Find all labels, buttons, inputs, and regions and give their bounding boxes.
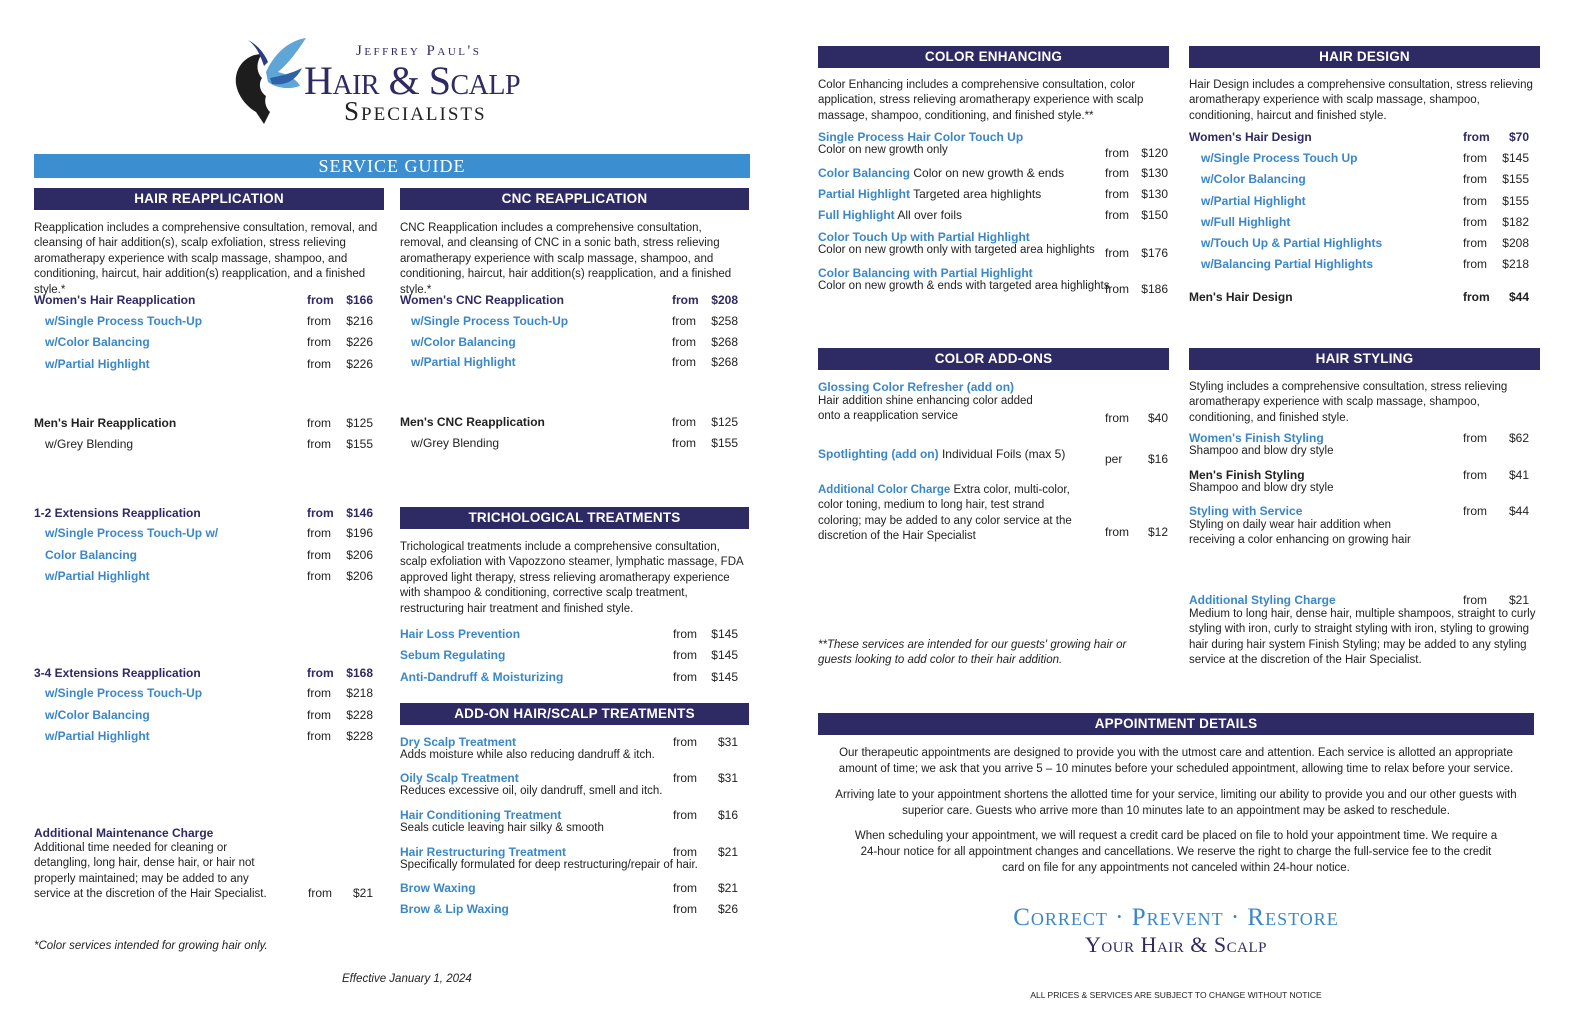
logo-sub-text: Specialists — [344, 96, 487, 126]
service-name: w/Color Balancing — [1201, 172, 1306, 186]
service-name: Oily Scalp Treatment — [400, 771, 519, 785]
hair-styling-desc: Styling includes a comprehensive consultation, stress relieving aromatherapy experience with scalp massage, shampoo, conditioning, and finished style. — [1189, 381, 1508, 424]
price-from-label: from — [1463, 172, 1487, 186]
price-value: $130 — [1141, 187, 1168, 201]
price-from-label: from — [673, 881, 697, 895]
service-row-option — [1189, 255, 1534, 273]
color-addons-header: COLOR ADD-ONS — [818, 348, 1169, 370]
service-name: Color Touch Up with Partial Highlight — [818, 230, 1030, 244]
maintenance-desc: Additional time needed for cleaning or detangling, long hair, dense hair, or hair not properly maintained; may be added to any service at the discretion of the Hair Specialist. — [34, 842, 267, 901]
price-value: $196 — [346, 526, 373, 540]
price-from-label: from — [1463, 215, 1487, 229]
service-row — [400, 900, 740, 918]
price-from-label: from — [1463, 130, 1490, 144]
price-from-label: from — [307, 314, 331, 328]
service-row — [818, 164, 1168, 182]
price-value: $21 — [717, 845, 738, 859]
price-from-label: from — [673, 648, 697, 662]
service-name: w/Partial Highlight — [45, 729, 150, 743]
service-name: Women's CNC Reapplication — [400, 293, 564, 307]
price-value: $155 — [711, 436, 738, 450]
service-row-option — [1189, 213, 1534, 231]
price-from-label: from — [1105, 146, 1129, 160]
price-from-label: from — [1105, 411, 1129, 425]
service-detail: Individual Foils (max 5) — [938, 447, 1066, 461]
service-name: Men's Hair Design — [1189, 290, 1293, 304]
price-value: $44 — [1508, 290, 1529, 304]
service-name: Single Process Hair Color Touch Up — [818, 130, 1024, 144]
price-from-label: from — [307, 416, 331, 430]
service-name: Partial Highlight — [818, 187, 911, 201]
price-value: $120 — [1141, 146, 1168, 160]
service-name: Women's Finish Styling — [1189, 431, 1324, 445]
hair-reapplication-desc: Reapplication includes a comprehensive consultation, removal, and cleansing of hair addition(s), scalp exfoliation, stress relieving aromatherapy experience with scalp massage, shampoo, and conditioning, haircut, hair addition(s) reapplication, and a finished style.* — [34, 222, 378, 296]
price-value: $150 — [1141, 208, 1168, 222]
price-value: $176 — [1141, 246, 1168, 260]
tagline-line2: Your Hair & Scalp — [1085, 932, 1267, 957]
color-footnote: *Color services intended for growing hair only. — [34, 940, 268, 952]
service-subtext: Shampoo and blow dry style — [1189, 482, 1334, 494]
service-row-main — [34, 414, 379, 432]
price-from-label: from — [307, 686, 331, 700]
price-value: $31 — [717, 735, 738, 749]
price-value: $145 — [711, 627, 738, 641]
price-value: $62 — [1508, 431, 1529, 445]
price-value: $182 — [1502, 215, 1529, 229]
service-row-option — [1189, 149, 1534, 167]
service-subtext: Color on new growth & ends with targeted area highlights — [818, 280, 1110, 292]
price-value: $168 — [346, 666, 373, 680]
service-row-option — [34, 333, 379, 351]
service-row-main — [34, 664, 379, 682]
maintenance-from: from — [308, 886, 332, 900]
service-row — [400, 625, 740, 643]
price-value: $206 — [346, 569, 373, 583]
service-row-main — [1189, 288, 1534, 306]
service-row-option — [34, 567, 379, 585]
service-subtext: Specifically formulated for deep restructuring/repair of hair. — [400, 859, 698, 871]
price-from-label: from — [307, 437, 331, 451]
price-from-label: from — [307, 293, 334, 307]
service-name: Anti-Dandruff & Moisturizing — [400, 670, 564, 684]
service-name: w/Color Balancing — [45, 335, 150, 349]
effective-date: Effective January 1, 2024 — [342, 973, 472, 985]
price-from-label: from — [307, 335, 331, 349]
price-from-label: from — [673, 670, 697, 684]
service-subtext: Adds moisture while also reducing dandruff & itch. — [400, 749, 655, 761]
price-from-label: from — [307, 548, 331, 562]
price-value: $21 — [717, 881, 738, 895]
price-from-label: from — [307, 357, 331, 371]
service-row-main — [400, 291, 740, 309]
service-name: Styling with Service — [1189, 504, 1303, 518]
service-name: w/Color Balancing — [411, 335, 516, 349]
logo-main-text: Hair & Scalp — [304, 58, 521, 103]
price-from-label: from — [307, 729, 331, 743]
maintenance-price: $21 — [352, 886, 373, 900]
service-name: w/Partial Highlight — [45, 357, 150, 371]
service-detail: Targeted area highlights — [910, 187, 1042, 201]
appointment-p1: Our therapeutic appointments are designed to provide you with the utmost care and attention. Each service is allotted an appropriate amount of time; we ask that you arrive 5 – 10 minutes before your scheduled appointment, allowing time to relax before your service. — [838, 747, 1514, 775]
service-row-main — [34, 504, 379, 522]
price-from-label: per — [1105, 452, 1123, 466]
price-from-label: from — [307, 666, 334, 680]
addon-treatments-header: ADD-ON HAIR/SCALP TREATMENTS — [400, 703, 749, 725]
price-from-label: from — [673, 808, 697, 822]
service-name: w/Single Process Touch-Up — [45, 314, 203, 328]
price-value: $12 — [1147, 525, 1168, 539]
service-row-option — [400, 353, 740, 371]
service-row-option — [34, 312, 379, 330]
price-value: $145 — [1502, 151, 1529, 165]
service-row-option — [1189, 192, 1534, 210]
service-subtext: Color on new growth only — [818, 144, 948, 156]
appointment-p3: When scheduling your appointment, we will request a credit card be placed on file to hold your appointment time. We require a 24-hour notice for all appointment changes and cancellations. We reserve the right to charge the full-service fee to the credit card on file for any appointments not canceled within 24-hour notice. — [854, 830, 1498, 874]
price-from-label: from — [1105, 208, 1129, 222]
tagline-line1: Correct · Prevent · Restore — [1013, 904, 1339, 931]
appointment-header: APPOINTMENT DETAILS — [818, 713, 1534, 735]
color-enhancing-desc: Color Enhancing includes a comprehensive consultation, color application, stress relieving aromatherapy experience with scalp massage, shampoo, conditioning, and finished style.** — [818, 79, 1144, 122]
price-value: $16 — [1147, 452, 1168, 466]
service-detail: Color on new growth & ends — [910, 166, 1065, 180]
price-value: $125 — [711, 415, 738, 429]
service-row-main — [1189, 128, 1534, 146]
service-label — [818, 206, 962, 224]
service-name: w/Single Process Touch-Up — [45, 686, 203, 700]
service-name: 3-4 Extensions Reapplication — [34, 666, 201, 680]
price-value: $41 — [1508, 468, 1529, 482]
service-name: Brow & Lip Waxing — [400, 902, 509, 916]
price-from-label: from — [1463, 236, 1487, 250]
service-name: Men's CNC Reapplication — [400, 415, 545, 429]
price-value: $70 — [1508, 130, 1529, 144]
price-value: $21 — [1508, 593, 1529, 607]
service-detail: Extra color, multi-color, color toning, medium to long hair, test strand coloring; may be added to any color service at the discretion of the Hair Specialist — [818, 484, 1072, 543]
service-name: w/Single Process Touch-Up w/ — [45, 526, 219, 540]
price-value: $145 — [711, 670, 738, 684]
service-name: Color Balancing with Partial Highlight — [818, 266, 1033, 280]
service-name: w/Single Process Touch Up — [1201, 151, 1358, 165]
service-subtext: Medium to long hair, dense hair, multiple shampoos, straight to curly styling with iron, curly to straight styling with iron, styling to growing hair during hair system Finish Styling; may be added to any styling service at the discretion of the Hair Specialist. — [1189, 608, 1536, 667]
service-subtext: Styling on daily wear hair addition when receiving a color enhancing on growing hair — [1189, 519, 1411, 547]
price-value: $26 — [717, 902, 738, 916]
service-name: Additional Color Charge — [818, 484, 951, 496]
price-value: $268 — [711, 335, 738, 349]
service-name: Glossing Color Refresher (add on) — [818, 380, 1015, 394]
service-row-option — [34, 706, 379, 724]
service-detail: All over foils — [894, 208, 963, 222]
service-name: Women's Hair Design — [1189, 130, 1312, 144]
service-name: Full Highlight — [818, 208, 895, 222]
service-name: Women's Hair Reapplication — [34, 293, 196, 307]
price-value: $40 — [1147, 411, 1168, 425]
price-value: $208 — [711, 293, 738, 307]
price-value: $218 — [1502, 257, 1529, 271]
service-row-option — [400, 434, 740, 452]
price-value: $16 — [717, 808, 738, 822]
price-from-label: from — [673, 627, 697, 641]
price-from-label: from — [1105, 282, 1129, 296]
service-row-option — [1189, 170, 1534, 188]
service-name: Men's Hair Reapplication — [34, 416, 177, 430]
price-from-label: from — [1463, 194, 1487, 208]
service-name: w/Grey Blending — [411, 436, 500, 450]
trichological-header: TRICHOLOGICAL TREATMENTS — [400, 507, 749, 529]
cnc-reapplication-desc: CNC Reapplication includes a comprehensive consultation, removal, and cleansing of CNC in a sonic bath, stress relieving aromatherapy experience with scalp massage, shampoo, and conditioning, haircut, hair addition(s) reapplication, and a finished style.* — [400, 222, 732, 296]
service-name: Brow Waxing — [400, 881, 476, 895]
price-value: $155 — [1502, 194, 1529, 208]
service-name: w/Touch Up & Partial Highlights — [1201, 236, 1383, 250]
price-value: $218 — [346, 686, 373, 700]
price-from-label: from — [1463, 593, 1487, 607]
service-name: Dry Scalp Treatment — [400, 735, 517, 749]
service-name: w/Single Process Touch-Up — [411, 314, 569, 328]
price-value: $145 — [711, 648, 738, 662]
service-subtext: Shampoo and blow dry style — [1189, 445, 1334, 457]
service-name: w/Partial Highlight — [45, 569, 150, 583]
price-from-label: from — [1463, 290, 1490, 304]
trichological-desc: Trichological treatments include a comprehensive consultation, scalp exfoliation with Vapozzono steamer, lymphatic massage, FDA approved light therapy, stress relieving aromatherapy experience with shampoo & conditioning, corrective scalp treatment, restructuring hair treatment and finished style. — [400, 541, 744, 615]
price-value: $228 — [346, 708, 373, 722]
service-guide-banner — [34, 154, 750, 178]
price-value: $226 — [346, 357, 373, 371]
service-row-main — [34, 291, 379, 309]
hair-design-desc: Hair Design includes a comprehensive consultation, stress relieving aromatherapy experience with scalp massage, shampoo, conditioning, haircut and finished style. — [1189, 79, 1533, 122]
service-name: Spotlighting (add on) — [818, 447, 939, 461]
price-value: $155 — [1502, 172, 1529, 186]
service-row — [400, 646, 740, 664]
service-row-option — [34, 355, 379, 373]
price-from-label: from — [673, 771, 697, 785]
service-name: w/Balancing Partial Highlights — [1201, 257, 1374, 271]
service-label — [818, 445, 1065, 463]
price-from-label: from — [673, 735, 697, 749]
price-from-label: from — [672, 355, 696, 369]
cnc-reapplication-header: CNC REAPPLICATION — [400, 188, 749, 210]
hair-reapplication-header: HAIR REAPPLICATION — [34, 188, 384, 210]
service-subtext: Seals cuticle leaving hair silky & smooth — [400, 822, 604, 834]
service-name: Sebum Regulating — [400, 648, 506, 662]
price-value: $228 — [346, 729, 373, 743]
color-enhancing-header: COLOR ENHANCING — [818, 46, 1169, 68]
price-from-label: from — [307, 526, 331, 540]
hair-design-header: HAIR DESIGN — [1189, 46, 1540, 68]
price-value: $146 — [346, 506, 373, 520]
service-row-option — [34, 435, 379, 453]
service-name: w/Full Highlight — [1201, 215, 1291, 229]
price-from-label: from — [673, 845, 697, 859]
price-from-label: from — [1105, 246, 1129, 260]
service-row — [400, 668, 740, 686]
price-from-label: from — [672, 314, 696, 328]
service-name: Hair Restructuring Treatment — [400, 845, 567, 859]
service-name: Color Balancing — [45, 548, 138, 562]
price-value: $166 — [346, 293, 373, 307]
price-from-label: from — [307, 506, 334, 520]
service-name: Hair Conditioning Treatment — [400, 808, 562, 822]
service-name: w/Partial Highlight — [1201, 194, 1306, 208]
price-value: $258 — [711, 314, 738, 328]
additional-color-charge — [818, 483, 1083, 545]
price-from-label: from — [673, 902, 697, 916]
price-value: $125 — [346, 416, 373, 430]
price-value: $155 — [346, 437, 373, 451]
service-row-option — [400, 312, 740, 330]
price-from-label: from — [1463, 431, 1487, 445]
price-from-label: from — [1463, 468, 1487, 482]
price-value: $206 — [346, 548, 373, 562]
service-row-option — [1189, 234, 1534, 252]
price-value: $186 — [1141, 282, 1168, 296]
price-from-label: from — [1463, 257, 1487, 271]
service-row — [818, 445, 1168, 466]
price-value: $31 — [717, 771, 738, 785]
service-subtext: Reduces excessive oil, oily dandruff, smell and itch. — [400, 785, 663, 797]
price-from-label: from — [672, 415, 696, 429]
price-from-label: from — [672, 335, 696, 349]
banner-title: SERVICE GUIDE — [318, 156, 466, 176]
service-subtext: Color on new growth only with targeted area highlights — [818, 244, 1095, 256]
service-name: Men's Finish Styling — [1189, 468, 1305, 482]
service-row-option — [34, 727, 379, 745]
service-name: 1-2 Extensions Reapplication — [34, 506, 201, 520]
logo-top-text: Jeffrey Paul's — [356, 43, 482, 59]
service-name: w/Partial Highlight — [411, 355, 516, 369]
price-from-label: from — [1105, 525, 1129, 539]
appointment-p2: Arriving late to your appointment shortens the allotted time for your service, limiting our ability to provide you and our other guests with superior care. Guests who arrive more than 10 minutes late to an appointment may be asked to reschedule. — [835, 789, 1517, 817]
service-row-option — [400, 333, 740, 351]
service-row — [818, 206, 1168, 224]
butterfly-face-icon — [226, 32, 308, 127]
disclaimer: ALL PRICES & SERVICES ARE SUBJECT TO CHANGE WITHOUT NOTICE — [1030, 990, 1322, 1000]
service-name: w/Grey Blending — [45, 437, 134, 451]
maintenance-title: Additional Maintenance Charge — [34, 826, 214, 840]
service-row-option — [34, 524, 379, 542]
service-row-option — [34, 546, 379, 564]
service-row-option — [34, 684, 379, 702]
price-value: $216 — [346, 314, 373, 328]
service-label — [818, 164, 1064, 182]
price-from-label: from — [672, 436, 696, 450]
service-row — [818, 185, 1168, 203]
service-label — [818, 185, 1041, 203]
service-name: Additional Styling Charge — [1189, 593, 1336, 607]
service-name: Hair Loss Prevention — [400, 627, 521, 641]
service-name: Color Balancing — [818, 166, 911, 180]
price-from-label: from — [307, 708, 331, 722]
price-from-label: from — [1105, 187, 1129, 201]
price-value: $44 — [1508, 504, 1529, 518]
price-from-label: from — [1105, 166, 1129, 180]
logo — [226, 32, 566, 127]
price-from-label: from — [1463, 504, 1487, 518]
price-from-label: from — [1463, 151, 1487, 165]
service-row-main — [400, 413, 740, 431]
price-value: $226 — [346, 335, 373, 349]
service-row — [400, 879, 740, 897]
service-subtext: Hair addition shine enhancing color added onto a reapplication service — [818, 395, 1033, 423]
hair-styling-header: HAIR STYLING — [1189, 348, 1540, 370]
price-value: $130 — [1141, 166, 1168, 180]
price-value: $268 — [711, 355, 738, 369]
price-value: $208 — [1502, 236, 1529, 250]
color-addons-note: **These services are intended for our guests' growing hair or guests looking to add color to their hair addition. — [818, 639, 1127, 667]
price-from-label: from — [307, 569, 331, 583]
price-from-label: from — [672, 293, 699, 307]
service-name: w/Color Balancing — [45, 708, 150, 722]
